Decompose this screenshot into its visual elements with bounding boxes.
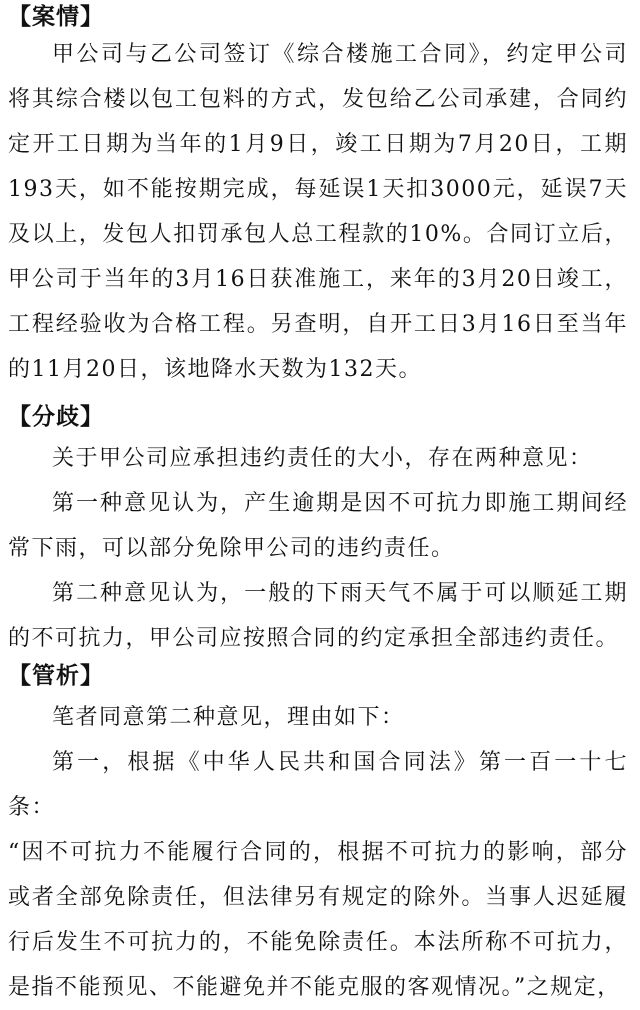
first-opinion-paragraph: 第一种意见认为，产生逾期是因不可抗力即施工期间经常下雨，可以部分免除甲公司的违约责任。 (8, 491, 628, 561)
section-spacer (8, 392, 628, 402)
first-reason-paragraph: 第一，根据《中华人民共和国合同法》第一百一十七条： (8, 750, 628, 820)
dispute-section (8, 402, 628, 661)
case-heading: 【案情】 (8, 4, 104, 30)
dispute-intro-paragraph: 关于甲公司应承担违约责任的大小，存在两种意见： (52, 446, 593, 471)
analysis-section (8, 661, 628, 1010)
dispute-heading: 【分歧】 (8, 404, 104, 430)
case-paragraph: 甲公司与乙公司签订《综合楼施工合同》，约定甲公司将其综合楼以包工包料的方式，发包给乙公司承建，合同约定开工日期为当年的1月9日，竣工日期为7月20日，工期193天，如不能按期完成，每延误1天扣3000元，延误7天及以上，发包人扣罚承包人总工程款的10%。合同订立后，甲公司于当年的3月16日获准施工，来年的3月20日竣工，工程经验收为合格工程。另查明，自开工日3月16日至当年的11月20日，该地降水天数为132天。 (8, 42, 628, 382)
law-quote-paragraph: “因不可抗力不能履行合同的，根据不可抗力的影响，部分或者全部免除责任，但法律另有规定的除外。当事人迟延履行后发生不可抗力的，不能免除责任。本法所称不可抗力，是指不能预见、不能避免并不能克服的客观情况。”之规定， (8, 840, 628, 1000)
second-opinion-paragraph: 第二种意见认为，一般的下雨天气不属于可以顺延工期的不可抗力，甲公司应按照合同的约定承担全部违约责任。 (8, 581, 628, 651)
case-section (8, 2, 628, 392)
analysis-heading: 【管析】 (8, 663, 104, 689)
analysis-intro-paragraph: 笔者同意第二种意见，理由如下： (52, 705, 405, 730)
